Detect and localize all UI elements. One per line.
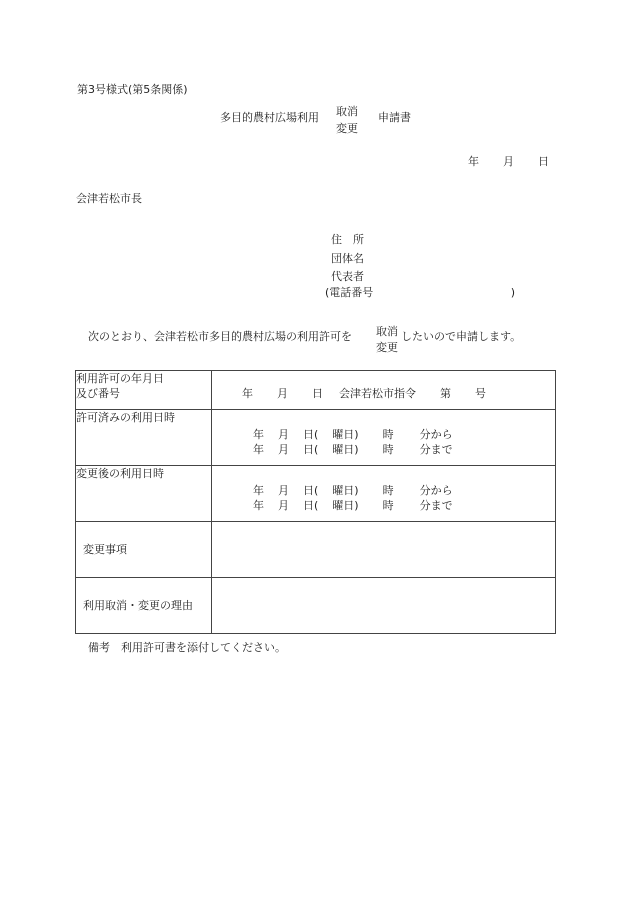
body-options [376, 324, 398, 356]
applicant-address-label: 住 所 [331, 233, 364, 246]
applicant-org-label: 団体名 [331, 251, 364, 265]
permit-dai: 第 [440, 387, 451, 400]
permit-label-line1: 利用許可の年月日 [76, 372, 164, 385]
table-row-reason [76, 578, 556, 634]
permit-month: 月 [277, 387, 288, 400]
permit-day: 日 [312, 387, 323, 400]
body-option-cancel: 取消 [376, 325, 398, 338]
applicant-rep-label: 代表者 [331, 270, 364, 283]
form-number: 第3号様式(第5条関係) [77, 83, 188, 96]
change-items-label: 変更事項 [76, 522, 212, 578]
new-from-line: 年 月 日( 曜日) 時 分から [253, 484, 453, 497]
current-to-line: 年 月 日( 曜日) 時 分まで [253, 443, 453, 456]
current-from-line: 年 月 日( 曜日) 時 分から [253, 428, 453, 441]
permit-label-line2: 及び番号 [76, 387, 120, 400]
title-suffix: 申請書 [378, 111, 411, 124]
applicant-block [331, 231, 364, 287]
permit-go: 号 [475, 387, 486, 400]
current-datetime-label: 許可済みの利用日時 [76, 410, 212, 466]
phone-close: ) [510, 286, 515, 299]
new-to-line: 年 月 日( 曜日) 時 分まで [253, 499, 453, 512]
note: 備考 利用許可書を添付してください。 [88, 641, 286, 654]
body-text-pre: 次のとおり、会津若松市多目的農村広場の利用許可を [88, 330, 352, 343]
date-month: 月 [503, 155, 514, 168]
applicant-phone [325, 287, 515, 298]
permit-directive: 会津若松市指令 [339, 387, 416, 400]
new-datetime-field[interactable] [212, 466, 556, 522]
reason-label: 利用取消・変更の理由 [76, 578, 212, 634]
title-option-cancel: 取消 [336, 105, 358, 118]
date-day: 日 [538, 155, 549, 168]
new-datetime-label: 変更後の利用日時 [76, 466, 212, 522]
permit-year: 年 [242, 387, 253, 400]
table-row-permit [76, 371, 556, 410]
title-options [336, 103, 358, 137]
permit-label [76, 371, 212, 410]
date-year: 年 [468, 155, 479, 168]
title-prefix: 多目的農村広場利用 [220, 111, 319, 124]
table-row-current-datetime [76, 410, 556, 466]
permit-field[interactable] [212, 371, 556, 410]
current-datetime-field[interactable] [212, 410, 556, 466]
reason-field[interactable] [212, 578, 556, 634]
phone-label: (電話番号 [325, 286, 374, 299]
addressee: 会津若松市長 [76, 192, 142, 205]
date-line [468, 156, 549, 167]
title-option-change: 変更 [336, 122, 358, 135]
table-row-new-datetime [76, 466, 556, 522]
table-row-change-items [76, 522, 556, 578]
application-table [75, 370, 556, 634]
change-items-field[interactable] [212, 522, 556, 578]
body-text-post: したいので申請します。 [401, 330, 522, 343]
body-option-change: 変更 [376, 341, 398, 354]
